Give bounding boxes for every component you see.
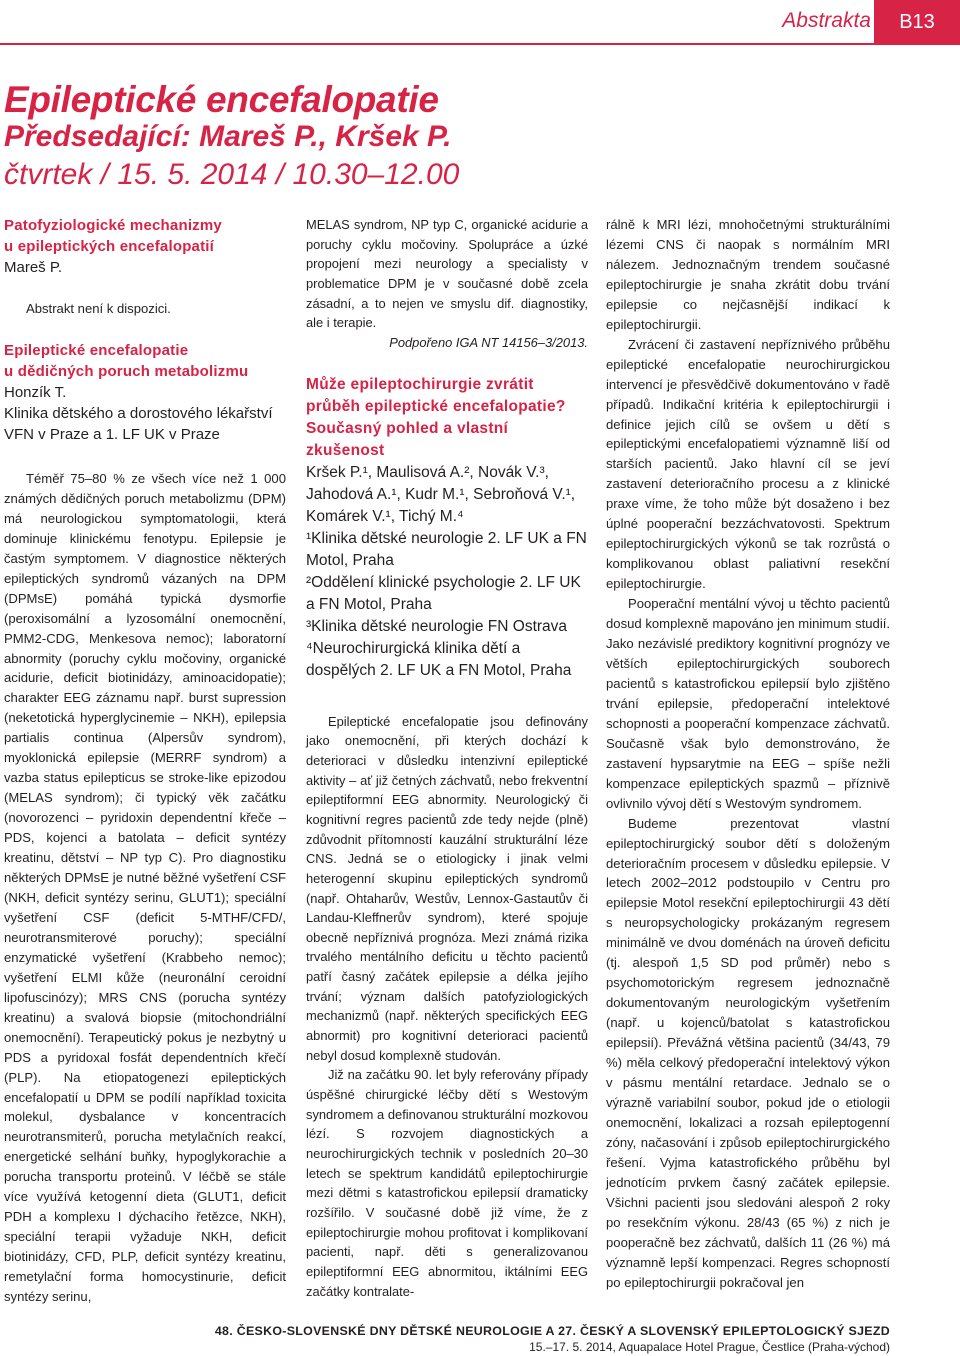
- grant-note: Podpořeno IGA NT 14156–3/2013.: [389, 334, 588, 350]
- section-label: Abstrakta: [782, 9, 871, 32]
- footer-place: 15.–17. 5. 2014, Aquapalace Hotel Prague, Čestlice (Praha-východ): [529, 1340, 890, 1354]
- abstract-affiliation: Klinika dětského a dorostového lékařství VFN v Praze a 1. LF UK v Praze: [4, 404, 273, 443]
- session-date: čtvrtek / 15. 5. 2014 / 10.30–12.00: [4, 158, 460, 191]
- abstract-paragraph: Budeme prezentovat vlastní epileptochirurgický soubor dětí s doloženým deterioračním procesem v důsledku epilepsie. V letech 2002–2012 podstoupilo v Centru pro epilepsie Motol resekční epileptochirurgii 43 dětí s neuropsychologicky prokázaným regresem minimálně ve dvou doménách na úroveň deficitu (tj. alespoň 1,5 SD pod průměr) nebo s psychomotorickým regresem jednoznačně dokumentovaným neurologickým vyšetřením (např. u kojenců/batolat s katastrofickou epilepsií). Převážná většina pacientů (34/43, 79 %) měla celkový předoperační intelektový výkon v pásmu mentální retardace. Jednalo se o výrazně variabilní soubor, pokud jde o etiologii onemocnění, lokalizaci a rozsah epileptogenní zóny, načasování i způsob epileptochirurgického řešení. Vyjma katastrofického průběhu byl jednotícím prvkem časný začátek epilepsie. Všichni pacienti jsou sledováni alespoň 2 roky po resekčním výkonu. 28/43 (65 %) z nich je pooperačně bez záchvatů, dalších 11 (26 %) má významně lepší kompenzaci. Regres schopností po epileptochirurgii pokračoval jen: [606, 815, 890, 1290]
- abstract-title: [4, 215, 286, 257]
- abstract-author: Honzík T.: [4, 383, 67, 401]
- author-line: Jahodová A.¹, Kudr M.¹, Sebroňová V.¹,: [306, 485, 576, 503]
- abstract-title-line: průběh epileptické encefalopatie?: [306, 397, 566, 415]
- abstract-paragraph: Již na začátku 90. let byly referovány případy úspěšné chirurgické léčby dětí s Westovým syndromem a definovanou strukturální mozkovou lézí. S rozvojem diagnostických a neurochirurgických technik v posledních 20–30 letech se spektrum kandidátů epileptochirurgie mezi dětmi s katastrofickou epilepsií dramaticky rozšířilo. V současné době již víme, že z epileptochirurgie mohou profitovat i komplikovaní pacienti, např. děti s generalizovanou epileptiformní EEG abnormitou, iktálními EEG začátky kontralate-: [306, 1067, 588, 1299]
- header-rule: [0, 43, 889, 45]
- footer-conference: 48. ČESKO-SLOVENSKÉ DNY DĚTSKÉ NEUROLOGIE A 27. ČESKÝ A SLOVENSKÝ EPILEPTOLOGICKÝ SJEZD: [214, 1324, 890, 1338]
- abstract-title: [306, 374, 588, 462]
- page-footer: [215, 1324, 890, 1354]
- session-heading: [4, 79, 460, 194]
- abstract-title-line: u dědičných poruch metabolizmu: [4, 362, 249, 380]
- abstract-body: Téměř 75–80 % ze všech více než 1 000 známých dědičných poruch metabolizmu (DPM) má neurologickou symptomatologii, která dominuje klinickému fenotypu. Epilepsie je častým symptomem. V diagnostice některých epileptických syndromů vázaných na DPM (DPMsE) pomáhá typická dysmorfie (peroxisomální a lyzosomální onemocnění, PMM2-CDG, Menkesova nemoc); laboratorní abnormity (poruchy cyklu močoviny, organické acidurie, deficit biotinidázy, aminoacidopatie); charakter EEG záznamu např. burst supression (neketotická hyperglycinemie – NKH), epilepsia partialis continua (Alpersův syndrom), myoklonická epilepsie (MERRF syndrom) a vazba status epilepticus se stroke-like epizodou (MELAS syndrom); či typický věk začátku (novorozenci – pyridoxin dependentní křeče – PDS, kojenci a batolata – deficit syntézy kreatinu, dětství – NP typ C). Pro diagnostiku některých DPMsE je nutné běžné vyšetření CSF (NKH, deficit syntézy serinu, GLUT1); speciální vyšetření CSF (deficit 5-MTHF/CFD/, neurotransmiterové poruchy); speciální enzymatické vyšetření (Krabbeho nemoc); vyšetření ELMI kůže (neuronální ceroidní lipofuscinózy); MRS CNS (porucha syntézy kreatinu) a svalová biopsie (mitochondriální onemocnění). Terapeutický pokus je nezbytný u PDS a pyridoxal fosfát dependentních křečí (PLP). Na etiopatogenezi epileptických encefalopatií u DPM se podílí například toxicita molekul, dysbalance v koncentracích neurotransmiterů, porucha metylačních reakcí, energetické selhání buňky, hypoglykorachie a porucha transportu proteinů. V léčbě se stále více využívá ketogenní dieta (GLUT1, deficit PDH a komplexu I dýchacího řetězce, NKH), speciální terapii vyžaduje NKH, deficit biotinidázy, CFD, PLP, deficit syntézy kreatinu, remetylační forma homocystinurie, deficit syntézy serinu,: [4, 470, 286, 1305]
- column-right: [606, 215, 890, 1292]
- session-chairs: Předsedající: Mareš P., Kršek P.: [4, 120, 452, 153]
- abstract-title: [4, 340, 286, 382]
- abstract-note: Abstrakt není k dispozici.: [26, 301, 171, 316]
- abstract-paragraph: Zvrácení či zastavení nepříznivého průběhu epileptické encefalopatie neurochirurgickou intervencí je přesvědčivě dokumentováno v řadě případů. Indikační kritéria k epileptochirurgii i definice jejich cílů se ovšem u dětí s epileptickými encefalopatiemi významně liší od starších pacientů. Jako hlavní cíl se jeví zastavení deterioračního procesu a z klinické praxe víme, že toho může být dosaženo i bez úplné pooperační bezzáchvatovosti. Spektrum epileptochirurgických výkonů se tak rozrůstá o komplikovanou oblast paliativní resekční epileptochirurgie.: [606, 336, 890, 592]
- column-left: [4, 215, 286, 1307]
- abstract-authors: [306, 462, 588, 682]
- abstract-paragraph: Epileptické encefalopatie jsou definovány jako onemocnění, při kterých dochází k deterioraci v důsledku intenzivní epileptické aktivity – ať již četných záchvatů, nebo frekventní epileptiformní EEG abnormity. Neurologický či kognitivní regres pacientů zde tedy nejde (plně) zdůvodnit přítomností kauzální strukturální léze CNS. Jedná se o etiologicky i jinak velmi heterogenní skupinu epileptických syndromů (např. Ohtaharův, Westův, Lennox-Gastautův či Landau-Kleffnerův syndrom), které spojuje obecně nepříznivá prognóza. Mezi známá rizika trvalého mentálního deficitu u těchto pacientů patří časný začátek epilepsie a délka jejího trvání; význam dalších patofyziologických mechanizmů (např. některých specifických EEG abnormit) pro kognitivní deterioraci pacientů nebyl dosud komplexně studován.: [306, 713, 588, 1063]
- abstract-body-continued: MELAS syndrom, NP typ C, organické acidurie a poruchy cyklu močoviny. Spolupráce a úzké propojení mezi neurology a specialisty v problematice DPM je v současné době zcela zásadní, a to nejen ve smyslu dif. diagnostiky, ale i terapie.: [306, 217, 588, 331]
- session-title: Epileptické encefalopatie: [4, 79, 439, 120]
- author-line: Komárek V.¹, Tichý M.⁴: [306, 507, 464, 525]
- abstract-title-line: zkušenost: [306, 441, 385, 459]
- abstract-paragraph: Pooperační mentální vývoj u těchto pacientů dosud komplexně mapováno jen minimum studií. Jako nezávislé prediktory kognitivní prognózy ve větších epileptochirurgických souborech pacientů s katastrofickou epilepsií bylo zjištěno trvání epilepsie, předoperační intelektové schopnosti a pooperační kompenzace záchvatů. Současně však bylo demonstrováno, že zastavení hypsarytmie na EEG – spíše nežli kompenzace epileptických spazmů – příznivě ovlivnilo vývoj dětí s Westovým syndromem.: [606, 596, 890, 811]
- column-middle: [306, 215, 588, 1301]
- author-line: Kršek P.¹, Maulisová A.², Novák V.³,: [306, 463, 549, 481]
- abstract-paragraph-continued: rálně k MRI lézi, mnohočetnými strukturálními lézemi CNS či naopak s normálním MRI nálezem. Jednoznačným trendem současné epileptochirurgie je snaha zkrátit dobu trvání epilepsie co nejčasnější indikací k epileptochirurgii.: [606, 217, 890, 332]
- page-number: B13: [899, 11, 935, 33]
- abstract-title-line: u epileptických encefalopatií: [4, 238, 215, 255]
- affiliation-line: ⁴Neurochirurgická klinika dětí a dospělých 2. LF UK a FN Motol, Praha: [306, 639, 572, 679]
- abstract-title-line: Současný pohled a vlastní: [306, 419, 509, 437]
- abstract-author: Mareš P.: [4, 259, 63, 276]
- abstract-title-line: Může epileptochirurgie zvrátit: [306, 375, 534, 393]
- affiliation-line: ³Klinika dětské neurologie FN Ostrava: [306, 617, 568, 635]
- affiliation-line: ¹Klinika dětské neurologie 2. LF UK a FN Motol, Praha: [306, 529, 587, 569]
- page-number-tab: [874, 0, 960, 45]
- abstract-title-line: Epileptické encefalopatie: [4, 341, 189, 359]
- affiliation-line: ²Oddělení klinické psychologie 2. LF UK a FN Motol, Praha: [306, 573, 581, 613]
- running-header: [0, 0, 960, 47]
- abstract-title-line: Patofyziologické mechanizmy: [4, 217, 222, 234]
